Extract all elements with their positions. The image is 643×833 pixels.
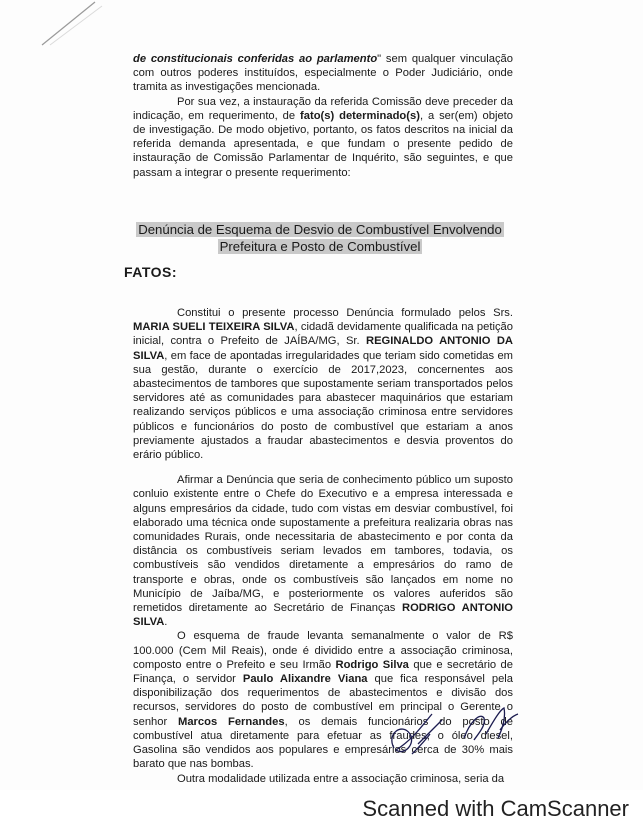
page-fold-mark bbox=[40, 0, 110, 50]
title-line-1: Denúncia de Esquema de Desvio de Combustível Envolvendo bbox=[138, 222, 502, 237]
document-title bbox=[120, 221, 520, 255]
facts-paragraph-3: O esquema de fraude levanta semanalmente o valor de R$ 100.000 (Cem Mil Reais), onde é dividido entre a associação criminosa, composto entre o Prefeito e seu Irmão Rodrigo Silva que e secretário de Finança, o servidor Paulo Alixandre Viana que fica responsável pela disponibilização dos requerimentos de abastecimentos e divisão dos recursos, servidores do posto de combustível em principal o Gerente o senhor Marcos Fernandes, os demais funcionários do posto de combustível atua diretamente para efetuar as fraudes, o óleo diesel, Gasolina são vendidos aos populares e empresários cerca de 30% mais barato que nas bombas. bbox=[133, 630, 514, 771]
signature-2 bbox=[456, 700, 526, 750]
signature-1 bbox=[382, 704, 452, 764]
facts-paragraph-2: Afirmar a Denúncia que seria de conhecimento público um suposto conluio existente entre o Chefe do Executivo e a empresa interessada e alguns empresários da cidade, tudo com vistas em desviar combustível, foi elaborado uma técnica onde supostamente a prefeitura realizaria obras nas comunidades Rurais, onde necessitaria de abastecimento e por conta da distância os combustíveis seriam levados em tambores, todavia, os combustíveis são vendidos diretamente a empresários do ramo de transporte e obras, onde os combustíveis são lançados em nome no Município de Jaíba/MG, e posteriormente os valores auferidos são remetidos diretamente ao Secretário de Finanças RODRIGO ANTONIO SILVA. bbox=[133, 474, 514, 629]
facts-paragraph-4: Outra modalidade utilizada entre a associação criminosa, seria da bbox=[177, 772, 505, 785]
intro-paragraph-2: Por sua vez, a instauração da referida Comissão deve preceder da indicação, em requerimento, de fato(s) determinado(s), a ser(em) objeto de investigação. De modo objetivo, portanto, os fatos descritos na inicial da referida demanda apresentada, e que fundam o presente pedido de instauração de Comissão Parlamentar de Inquérito, são seguintes, e que passam a integrar o presente requerimento: bbox=[133, 95, 514, 179]
fatos-heading: FATOS: bbox=[124, 264, 178, 280]
facts-paragraph-1: Constitui o presente processo Denúncia formulado pelos Srs. MARIA SUELI TEIXEIRA SILVA, cidadã devidamente qualificada na petição inicial, contra o Prefeito de JAÍBA/MG, Sr. REGINALDO ANTONIO DA SILVA, em face de apontadas irregularidades que teriam sido cometidas em sua gestão, durante o exercício de 2017,2023, concernentes aos abastecimentos de tambores que supostamente seriam transportados pelos servidores até as comunidades para abastecer maquinários que estariam realizando serviços públicos e uma associação criminosa entre servidores públicos e funcionários do posto de combustível que estariam a anos previamente ajustados a fraudar abastecimentos e desvia proventos do erário público. bbox=[133, 307, 514, 462]
intro-section bbox=[133, 52, 513, 180]
scanner-watermark: Scanned with CamScanner bbox=[362, 796, 629, 821]
scanner-footer bbox=[0, 790, 643, 833]
title-line-2: Prefeitura e Posto de Combustível bbox=[219, 239, 421, 254]
intro-paragraph-1: de constitucionais conferidas ao parlamento" sem qualquer vinculação com outros poderes instituídos, especialmente o Poder Judiciário, onde tramita as investigações mencionada. bbox=[133, 53, 513, 94]
